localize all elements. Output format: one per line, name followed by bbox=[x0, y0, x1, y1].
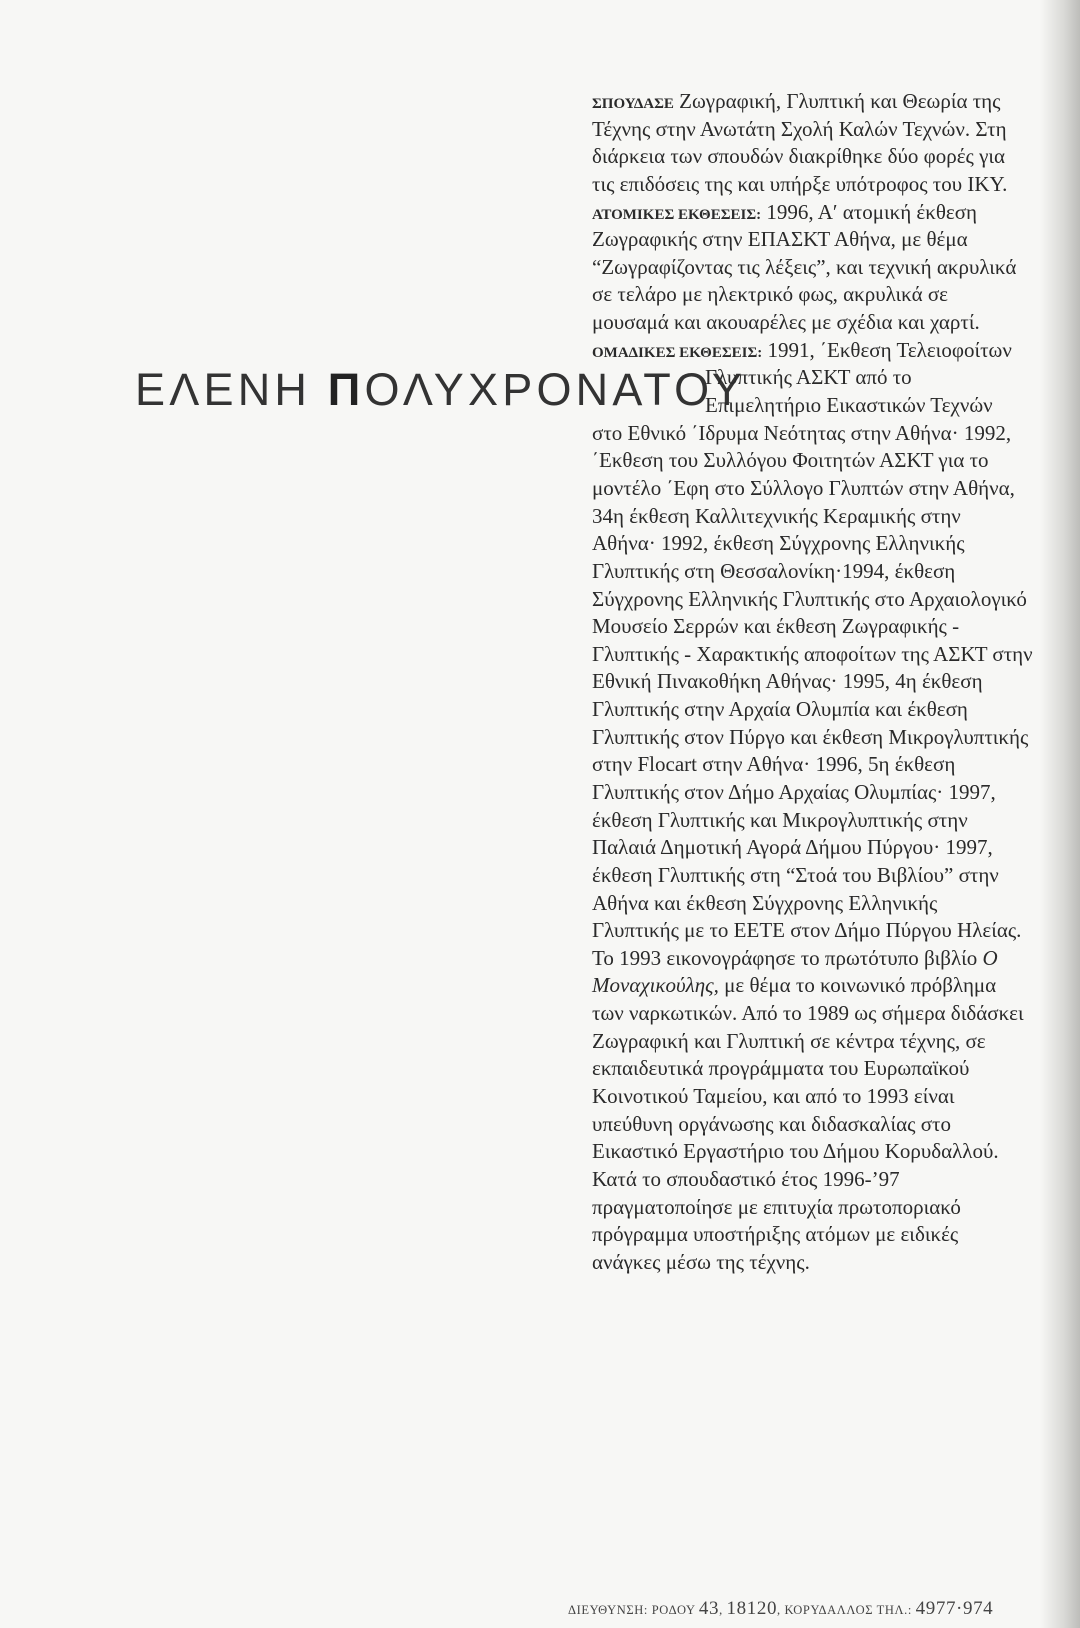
text-line bbox=[592, 612, 959, 640]
text-line bbox=[592, 1248, 810, 1276]
text-segment: Το 1993 εικονογράφησε το πρωτότυπο βιβλίο bbox=[592, 945, 983, 970]
text-line bbox=[705, 391, 993, 419]
section-label: ΣΠΟΥΔΑΣΕ bbox=[592, 96, 674, 112]
book-title: Μοναχικούλης, bbox=[592, 973, 719, 998]
address-footer bbox=[568, 1598, 993, 1620]
text-segment: Ζωγραφική, Γλυπτική και Θεωρία της bbox=[673, 89, 1001, 113]
artist-name bbox=[135, 362, 746, 418]
text-line bbox=[592, 1027, 986, 1055]
text-segment: ΄Εκθεση του Συλλόγου Φοιτητών ΑΣΚΤ για το bbox=[592, 448, 989, 473]
text-line bbox=[705, 363, 912, 391]
text-line bbox=[592, 833, 993, 861]
text-line bbox=[592, 87, 1000, 118]
text-line bbox=[592, 253, 1016, 281]
text-segment: Κατά το σπουδαστικό έτος 1996-’97 bbox=[592, 1166, 900, 1191]
text-line bbox=[592, 170, 1007, 198]
name-first: ΕΛΕΝΗ bbox=[135, 364, 328, 415]
text-segment: ανάγκες μέσω της τέχνης. bbox=[592, 1249, 810, 1274]
text-line bbox=[592, 1137, 999, 1165]
text-line bbox=[592, 806, 968, 834]
text-segment: έκθεση Γλυπτικής στη “Στοά του Βιβλίου” στην bbox=[592, 862, 999, 887]
text-segment: στο Εθνικό ΄Ιδρυμα Νεότητας στην Αθήνα· 1992, bbox=[592, 420, 1012, 445]
text-segment: πρόγραμμα υποστήριξης ατόμων με ειδικές bbox=[592, 1222, 959, 1247]
text-line bbox=[592, 1165, 900, 1193]
text-segment: στην Flocart στην Αθήνα· 1996, 5η έκθεση bbox=[592, 752, 956, 777]
text-segment: Γλυπτικής στη Θεσσαλονίκη·1994, έκθεση bbox=[592, 558, 956, 583]
text-line bbox=[592, 944, 998, 972]
text-line bbox=[592, 750, 955, 778]
section-label: ΟΜΑΔΙΚΕΣ ΕΚΘΕΣΕΙΣ: bbox=[592, 344, 763, 361]
text-segment: Αθήνα· 1992, έκθεση Σύγχρονης Ελληνικής bbox=[592, 531, 965, 556]
text-line bbox=[592, 557, 955, 585]
text-segment: Γλυπτικής στην Αρχαία Ολυμπία και έκθεση bbox=[592, 697, 968, 722]
text-segment: Επιμελητήριο Εικαστικών Τεχνών bbox=[705, 393, 993, 418]
text-segment: Γλυπτικής - Χαρακτικής αποφοίτων της ΑΣΚΤ στην bbox=[592, 641, 1033, 666]
text-line bbox=[592, 640, 1033, 668]
text-segment: Μουσείο Σερρών και έκθεση Ζωγραφικής - bbox=[592, 614, 960, 639]
text-line bbox=[592, 198, 977, 229]
text-line bbox=[592, 1193, 961, 1221]
text-segment: Τέχνης στην Ανωτάτη Σχολή Καλών Τεχνών. Στη bbox=[592, 116, 1007, 141]
text-segment: Παλαιά Δημοτική Αγορά Δήμου Πύργου· 1997, bbox=[592, 835, 993, 860]
text-segment: έκθεση Γλυπτικής και Μικρογλυπτικής στην bbox=[592, 807, 968, 832]
footer-label: ΔΙΕΥΘΥΝΣΗ: ΡΟΔΟΥ bbox=[568, 1603, 699, 1617]
text-segment: Αθήνα και έκθεση Σύγχρονης Ελληνικής bbox=[592, 890, 938, 915]
footer-zip: 18120 bbox=[726, 1598, 778, 1619]
text-segment: “Ζωγραφίζοντας τις λέξεις”, και τεχνική ακρυλικά bbox=[592, 254, 1017, 279]
name-initial: Π bbox=[327, 364, 365, 415]
book-title: Ο bbox=[982, 945, 998, 970]
text-line bbox=[592, 889, 937, 917]
text-line bbox=[592, 419, 1011, 447]
text-segment: εκπαιδευτικά προγράμματα του Ευρωπαϊκού bbox=[592, 1056, 970, 1081]
footer-sep: , bbox=[719, 1603, 727, 1617]
text-line bbox=[592, 529, 965, 557]
text-segment: 1996, Α′ ατομική έκθεση bbox=[761, 199, 978, 224]
text-line bbox=[592, 971, 996, 999]
footer-phone: 4977·974 bbox=[915, 1598, 994, 1619]
text-line bbox=[592, 916, 1021, 944]
text-segment: Γλυπτικής με το ΕΕΤΕ στον Δήμο Πύργου Ηλείας. bbox=[592, 918, 1022, 943]
text-segment: Γλυπτικής στον Δήμο Αρχαίας Ολυμπίας· 1997, bbox=[592, 780, 996, 804]
text-segment: υπεύθυνη οργάνωσης και διδασκαλίας στο bbox=[592, 1111, 951, 1136]
text-segment: Ζωγραφικής στην ΕΠΑΣΚΤ Αθήνα, με θέμα bbox=[592, 227, 968, 252]
text-segment: με θέμα το κοινωνικό πρόβλημα bbox=[718, 973, 997, 998]
text-line bbox=[592, 861, 999, 889]
text-segment: διάρκεια των σπουδών διακρίθηκε δύο φορές για bbox=[592, 144, 1006, 169]
text-line bbox=[592, 115, 1007, 143]
text-line bbox=[592, 474, 1015, 502]
text-line bbox=[592, 1054, 969, 1082]
text-segment: σε τελάρο με ηλεκτρικό φως, ακρυλικά σε bbox=[592, 282, 948, 307]
text-segment: μοντέλο ΄Εφη στο Σύλλογο Γλυπτών στην Αθήνα, bbox=[592, 475, 1015, 500]
text-line bbox=[592, 999, 1024, 1027]
text-segment: μουσαμά και ακουαρέλες με σχέδια και χαρτί. bbox=[592, 310, 980, 335]
text-line bbox=[592, 336, 1012, 367]
text-segment: Κοινοτικού Ταμείου, και από το 1993 είναι bbox=[592, 1084, 955, 1109]
text-segment: Γλυπτικής στον Πύργο και έκθεση Μικρογλυπτικής bbox=[592, 724, 1029, 749]
scan-edge-shadow bbox=[1040, 0, 1080, 1628]
text-segment: 1991, ΄Εκθεση Τελειοφοίτων bbox=[762, 337, 1012, 362]
text-line bbox=[592, 585, 1027, 613]
text-line bbox=[592, 142, 1005, 170]
text-segment: Ζωγραφική και Γλυπτική σε κέντρα τέχνης, σε bbox=[592, 1028, 986, 1053]
name-rest: ΟΛΥΧΡΟΝΑΤΟΥ bbox=[364, 364, 747, 415]
text-segment: τις επιδόσεις της και υπήρξε υπότροφος του ΙΚΥ. bbox=[592, 171, 1008, 196]
text-line bbox=[592, 695, 968, 723]
text-line bbox=[592, 308, 980, 336]
text-line bbox=[592, 225, 968, 253]
text-line bbox=[592, 502, 961, 530]
text-segment: πραγματοποίησε με επιτυχία πρωτοποριακό bbox=[592, 1194, 961, 1219]
text-line bbox=[592, 1110, 951, 1138]
text-line bbox=[592, 446, 989, 474]
text-line bbox=[592, 280, 948, 308]
text-line bbox=[592, 778, 996, 806]
text-segment: των ναρκωτικών. Από το 1989 ως σήμερα διδάσκει bbox=[592, 1001, 1024, 1026]
text-line bbox=[592, 1082, 955, 1110]
section-label: ΑΤΟΜΙΚΕΣ ΕΚΘΕΣΕΙΣ: bbox=[592, 206, 762, 223]
text-segment: Εικαστικό Εργαστήριο του Δήμου Κορυδαλλού. bbox=[592, 1139, 999, 1164]
footer-city: , ΚΟΡΥΔΑΛΛΟΣ ΤΗΛ.: bbox=[777, 1603, 916, 1617]
text-line bbox=[592, 723, 1028, 751]
text-segment: Γλυπτικής ΑΣΚΤ από το bbox=[705, 365, 912, 390]
text-line bbox=[592, 667, 983, 695]
text-segment: Σύγχρονης Ελληνικής Γλυπτικής στο Αρχαιολογικό bbox=[592, 586, 1027, 611]
text-line bbox=[592, 1220, 958, 1248]
text-segment: Εθνική Πινακοθήκη Αθήνας· 1995, 4η έκθεση bbox=[592, 669, 983, 694]
footer-street-number: 43 bbox=[698, 1598, 720, 1619]
text-segment: 34η έκθεση Καλλιτεχνικής Κεραμικής στην bbox=[592, 503, 961, 528]
